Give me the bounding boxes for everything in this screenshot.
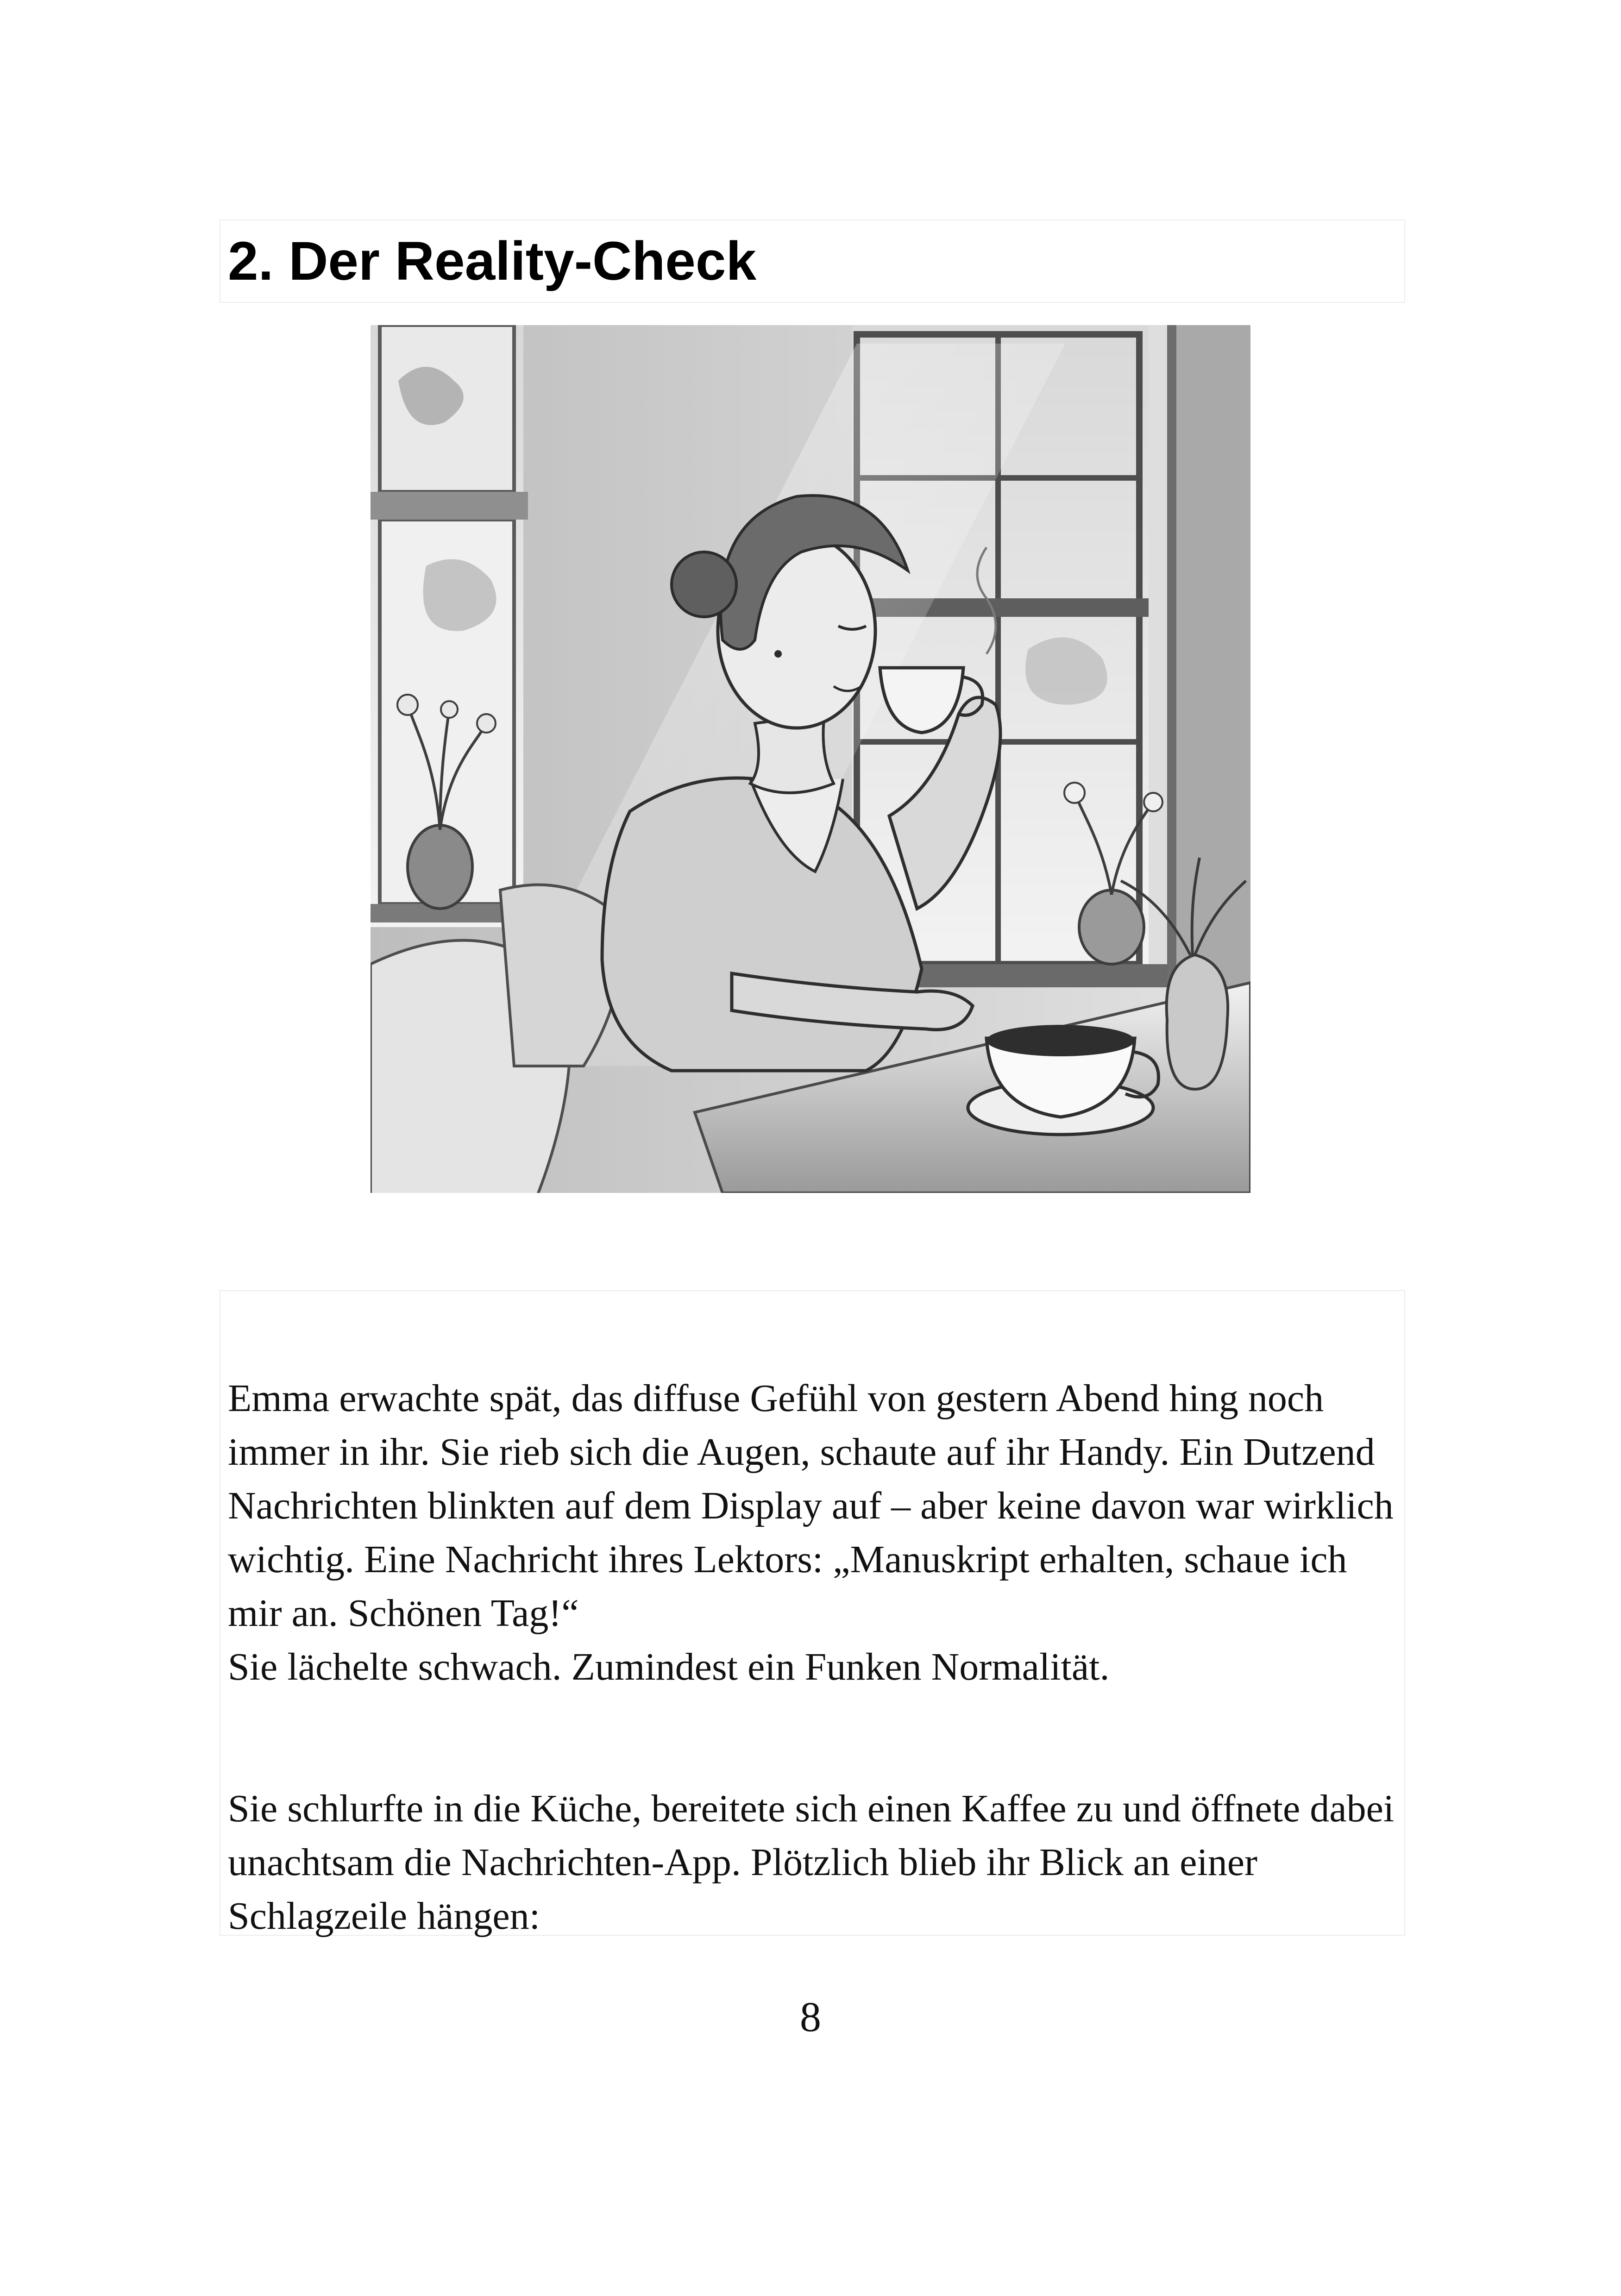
body-paragraph-3: Sie schlurfte in die Küche, bereitete sich einen Kaffee zu und öffnete dabei unachtsam die Nachrichten-App. Plötzlich blieb ihr Blick an einer Schlagzeile hängen: xyxy=(228,1787,1395,1938)
page-number: 8 xyxy=(800,1993,821,2040)
body-paragraph-2-text: Sie lächelte schwach. Zumindest ein Funken Normalität. xyxy=(228,1645,1110,1688)
illustration-woman-drinking-coffee xyxy=(371,325,1250,1193)
body-paragraph-1 xyxy=(228,1372,1395,1694)
chapter-heading-box xyxy=(220,220,1405,303)
chapter-title: 2. Der Reality-Check xyxy=(228,231,757,292)
body-text-box xyxy=(220,1290,1405,1936)
body-paragraph-1-text: Emma erwachte spät, das diffuse Gefühl von gestern Abend hing noch immer in ihr. Sie rieb sich die Augen, schaute auf ihr Handy. Ein Dutzend Nachrichten blinkten auf dem Display auf – aber keine davon war wirklich wichtig. Eine Nachricht ihres Lektors: „Manuskript erhalten, schaue ich mir an. Schönen Tag!“ xyxy=(228,1377,1394,1635)
